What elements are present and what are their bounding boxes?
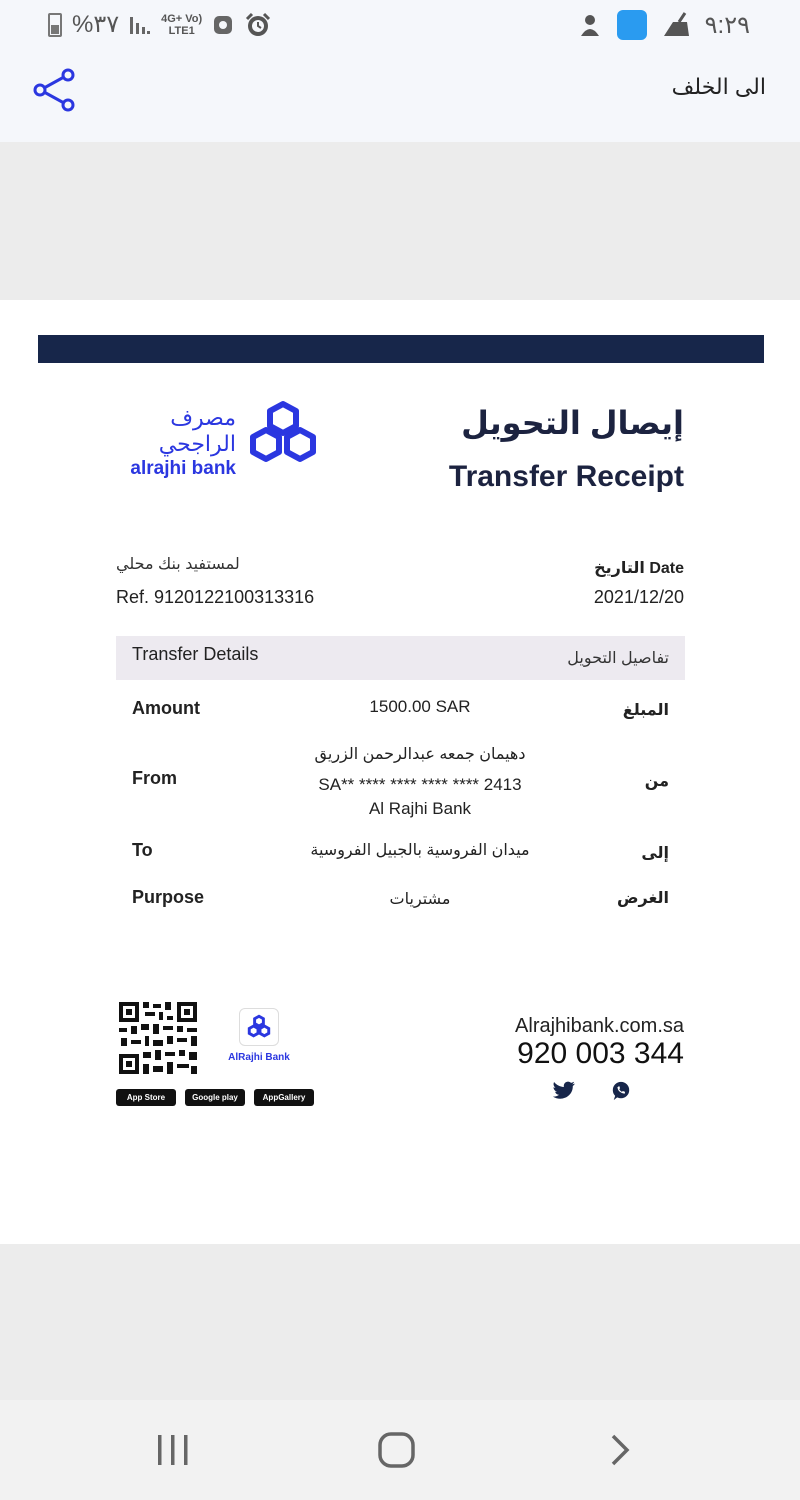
alrajhi-logo xyxy=(116,400,326,479)
status-left xyxy=(48,10,272,39)
amount-label: Amount xyxy=(132,698,200,718)
app-bar xyxy=(0,50,800,142)
amount-value: 1500.00 SAR xyxy=(369,697,471,716)
clock: ٩:٢٩ xyxy=(704,11,750,39)
logo-name-ar: مصرف الراجحي xyxy=(158,406,236,457)
details-header-en: Transfer Details xyxy=(132,644,259,664)
from-label-ar: من xyxy=(644,773,669,790)
cleaner-icon xyxy=(661,12,691,38)
transfer-type: لمستفيد بنك محلي xyxy=(116,556,240,573)
qr-code xyxy=(117,1000,199,1076)
to-value: ميدان الفروسية بالجبيل الفروسية xyxy=(310,842,530,859)
details-header-ar: تفاصيل التحويل xyxy=(567,650,669,667)
alrajhi-app-logo xyxy=(224,1008,294,1068)
amount-label-ar: المبلغ xyxy=(622,702,669,719)
whatsapp-icon[interactable] xyxy=(610,1081,634,1101)
share-button[interactable] xyxy=(30,66,82,114)
rocket-app-icon xyxy=(617,10,647,40)
to-label-ar: إلى xyxy=(641,845,669,862)
share-icon xyxy=(30,66,82,114)
home-icon xyxy=(372,1430,422,1470)
social-links xyxy=(552,1081,634,1101)
recent-apps-icon xyxy=(148,1430,198,1470)
home-button[interactable] xyxy=(372,1430,422,1470)
alrajhi-app-icon xyxy=(240,1009,278,1045)
back-button[interactable]: الى الخلف xyxy=(671,74,766,99)
appgallery-badge[interactable]: AppGallery xyxy=(254,1089,314,1106)
app-store-badge[interactable]: App Store xyxy=(116,1089,176,1106)
from-name: دهيمان جمعه عبدالرحمن الزريق xyxy=(314,746,526,763)
from-account: SA** **** **** **** **** 2413 xyxy=(318,775,522,794)
website[interactable]: Alrajhibank.com.sa xyxy=(515,1015,684,1037)
reference-number: Ref. 9120122100313316 xyxy=(116,587,315,607)
receipt-title-ar: إيصال التحويل xyxy=(461,405,684,441)
network-indicator: 4G+ Vo) LTE1 xyxy=(161,12,203,37)
alarm-icon xyxy=(244,12,272,38)
transfer-details-header xyxy=(116,636,685,680)
app-name: AlRajhi Bank xyxy=(228,1052,290,1063)
from-label: From xyxy=(132,768,177,788)
status-bar xyxy=(0,0,800,50)
store-badges xyxy=(116,1089,314,1106)
from-bank: Al Rajhi Bank xyxy=(368,799,472,818)
app-notification-icon xyxy=(212,14,234,36)
recent-apps-button[interactable] xyxy=(148,1430,198,1470)
google-play-badge[interactable]: Google play xyxy=(185,1089,245,1106)
purpose-value: مشتريات xyxy=(389,891,451,908)
logo-name-en: alrajhi bank xyxy=(130,458,236,479)
date-value: 2021/12/20 xyxy=(593,587,684,607)
twitter-icon[interactable] xyxy=(552,1081,576,1101)
receipt-header-bar xyxy=(38,335,764,363)
transfer-receipt xyxy=(0,300,800,1244)
to-label: To xyxy=(132,840,153,860)
status-right xyxy=(577,10,750,40)
logo-text xyxy=(116,406,236,480)
purpose-label-ar: الغرض xyxy=(617,890,669,907)
date-label: التاريخ Date xyxy=(594,560,684,577)
battery-percent: %٣٧ xyxy=(72,11,120,38)
purpose-label: Purpose xyxy=(132,887,205,907)
battery-icon xyxy=(48,13,62,37)
receipt-title-en: Transfer Receipt xyxy=(448,460,684,493)
vpn-icon xyxy=(577,12,603,38)
phone-number[interactable]: 920 003 344 xyxy=(517,1037,684,1070)
signal-icon xyxy=(129,14,151,36)
alrajhi-logo-icon xyxy=(244,400,322,468)
nav-back-button[interactable] xyxy=(598,1430,648,1470)
system-nav-bar xyxy=(0,1400,800,1500)
app-logo-box xyxy=(239,1008,279,1046)
chevron-right-icon xyxy=(598,1430,648,1470)
